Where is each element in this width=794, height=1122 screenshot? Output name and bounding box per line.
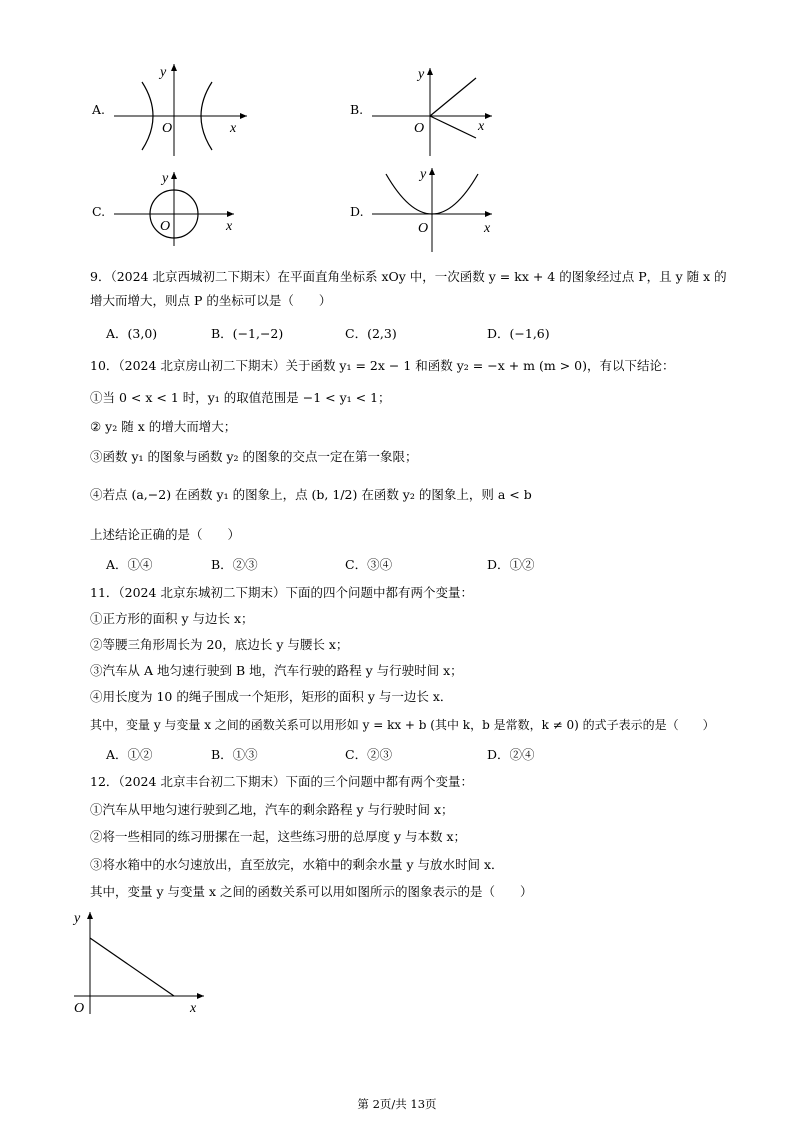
- q10-option-b: B．②③: [211, 557, 258, 572]
- q11-item-3: ③汽车从 A 地匀速行驶到 B 地，汽车行驶的路程 y 与行驶时间 x；: [90, 663, 463, 678]
- q9-stem-line-1: 9．（2024 北京西城初二下期末）在平面直角坐标系 xOy 中，一次函数 y = kx + 4 的图象经过点 P，且 y 随 x 的: [90, 269, 727, 284]
- q9-stem-line-2: 增大而增大，则点 P 的坐标可以是（ ）: [90, 293, 332, 308]
- q12-item-2: ②将一些相同的练习册摞在一起，这些练习册的总厚度 y 与本数 x；: [90, 829, 467, 844]
- q8-option-c-label: C.: [92, 204, 106, 219]
- q11-stem: 11．（2024 北京东城初二下期末）下面的四个问题中都有两个变量：: [90, 585, 473, 600]
- origin-label: O: [162, 121, 173, 136]
- q8-option-b-label: B.: [350, 102, 364, 117]
- q11-item-4: ④用长度为 10 的绳子围成一个矩形，矩形的面积 y 与一边长 x．: [90, 689, 453, 704]
- x-axis-label: x: [230, 121, 237, 136]
- svg-text:x: x: [478, 119, 485, 134]
- svg-text:O: O: [418, 221, 429, 236]
- q11-question: 其中，变量 y 与变量 x 之间的函数关系可以用形如 y = kx + b (其中 k，b 是常数，k ≠ 0) 的式子表示的是（ ）: [90, 718, 715, 732]
- q12-stem: 12．（2024 北京丰台初二下期末）下面的三个问题中都有两个变量：: [90, 774, 473, 789]
- q11-item-1: ①正方形的面积 y 与边长 x；: [90, 611, 254, 626]
- q12-question: 其中，变量 y 与变量 x 之间的函数关系可以用如图所示的图象表示的是（ ）: [90, 884, 533, 899]
- q9-option-a: A．(3,0): [106, 326, 158, 341]
- q11-option-c: C．②③: [345, 747, 393, 762]
- q10-option-d: D．①②: [487, 557, 535, 572]
- svg-text:y: y: [420, 167, 427, 182]
- q10-item-3: ③函数 y₁ 的图象与函数 y₂ 的图象的交点一定在第一象限；: [90, 449, 418, 464]
- y-axis-label: y: [160, 65, 167, 80]
- q10-stem: 10．（2024 北京房山初二下期末）关于函数 y₁ = 2x − 1 和函数 y₂ = −x + m (m > 0)，有以下结论：: [90, 358, 675, 373]
- q8-graph-d: [370, 164, 500, 254]
- q8-graph-b: [370, 62, 500, 162]
- page-footer: 第 2页/共 13页: [357, 1097, 437, 1111]
- svg-text:x: x: [226, 219, 233, 234]
- q9-option-b: B．(−1,−2): [211, 326, 284, 341]
- q10-item-4: ④若点 (a,−2) 在函数 y₁ 的图象上，点 (b, 1/2) 在函数 y₂ 的图象上，则 a < b: [90, 487, 532, 502]
- q12-item-1: ①汽车从甲地匀速行驶到乙地，汽车的剩余路程 y 与行驶时间 x；: [90, 802, 454, 817]
- q10-option-a: A．①④: [106, 557, 153, 572]
- svg-text:y: y: [418, 67, 425, 82]
- q12-item-3: ③将水箱中的水匀速放出，直至放完，水箱中的剩余水量 y 与放水时间 x．: [90, 857, 504, 872]
- q9-option-d: D．(−1,6): [487, 326, 550, 341]
- q10-question: 上述结论正确的是（ ）: [90, 527, 241, 542]
- q8-graph-c: [112, 168, 242, 248]
- q8-option-a-label: A.: [92, 102, 106, 117]
- q8-graph-a: [112, 58, 252, 158]
- svg-text:y: y: [162, 171, 169, 186]
- svg-text:x: x: [484, 221, 491, 236]
- svg-text:O: O: [160, 219, 171, 234]
- q10-option-c: C．③④: [345, 557, 393, 572]
- svg-text:O: O: [74, 1001, 85, 1016]
- q12-graph: [70, 906, 210, 1016]
- svg-text:y: y: [74, 911, 81, 926]
- q11-option-d: D．②④: [487, 747, 535, 762]
- svg-text:O: O: [414, 121, 425, 136]
- q11-item-2: ②等腰三角形周长为 20，底边长 y 与腰长 x；: [90, 637, 349, 652]
- q8-option-d-label: D.: [350, 204, 364, 219]
- q11-option-b: B．①③: [211, 747, 258, 762]
- svg-text:x: x: [190, 1001, 197, 1016]
- q9-option-c: C．(2,3): [345, 326, 397, 341]
- q10-item-2: ② y₂ 随 x 的增大而增大；: [90, 419, 237, 434]
- q11-option-a: A．①②: [106, 747, 153, 762]
- q10-item-1: ①当 0 < x < 1 时，y₁ 的取值范围是 −1 < y₁ < 1；: [90, 390, 391, 405]
